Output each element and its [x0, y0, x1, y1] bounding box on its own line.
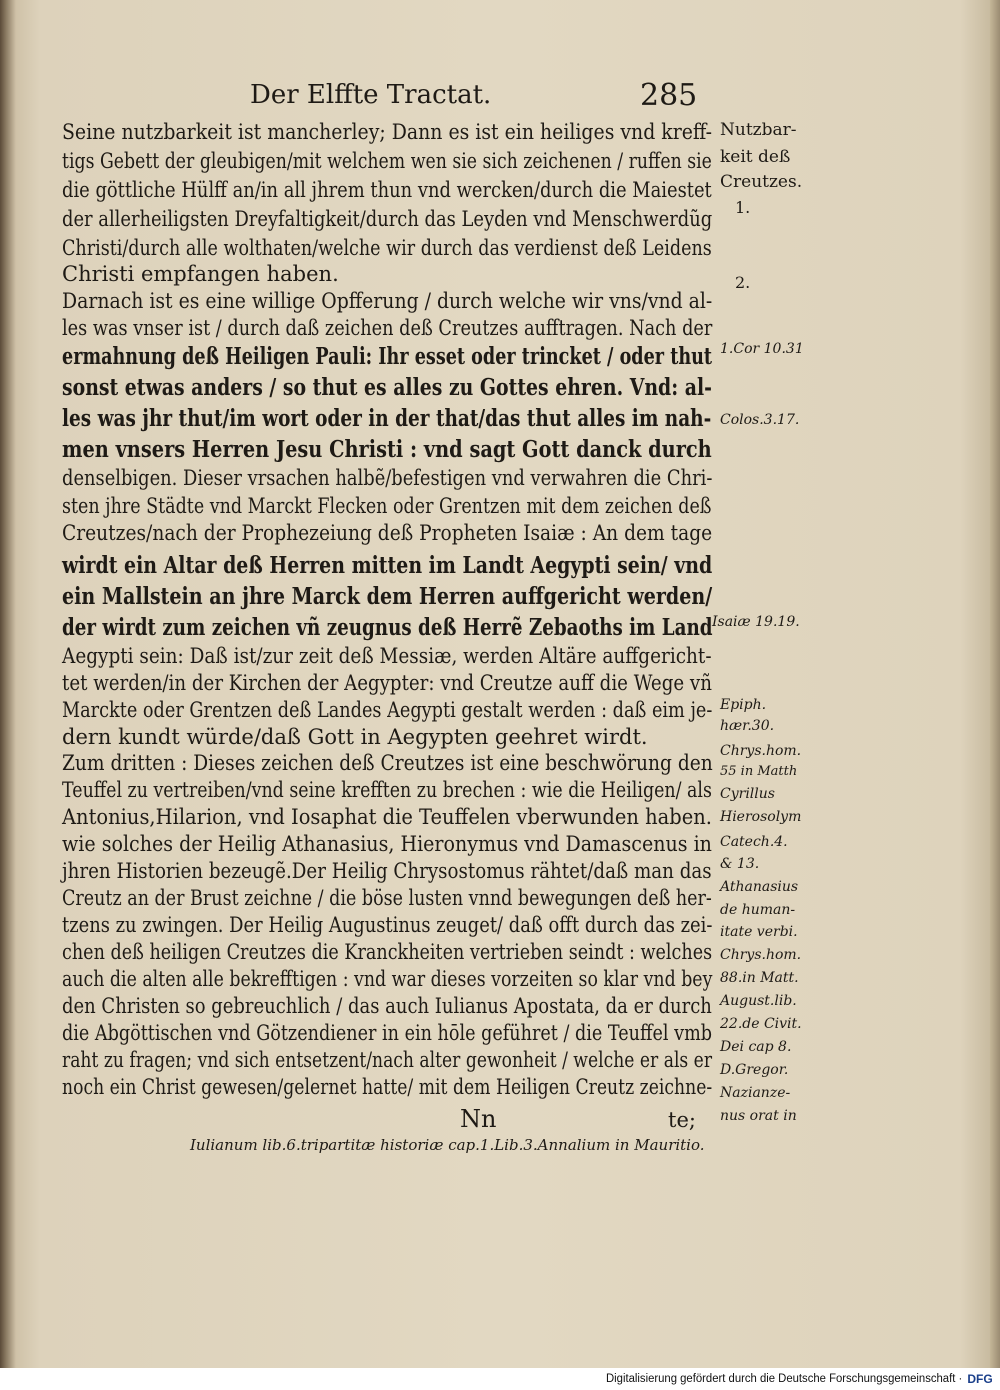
margin-note: D.Gregor. — [720, 1062, 789, 1078]
margin-note: 1. — [735, 198, 751, 217]
margin-note: Dei cap 8. — [720, 1039, 792, 1055]
text-line: noch ein Christ gewesen/gelernet hatte/ mit dem Heiligen Creutz zeichne- — [62, 1075, 713, 1099]
catchword: te; — [668, 1108, 696, 1132]
margin-note: 55 in Matth — [720, 764, 798, 779]
margin-note: Isaiæ 19.19. — [712, 614, 800, 630]
margin-note: & 13. — [720, 856, 760, 872]
text-line: tet werden/in der Kirchen der Aegypter: vnd Creutze auff die Wege vñ — [62, 671, 712, 695]
text-line: tigs Gebett der gleubigen/mit welchem wen sie sich zeichenen / ruffen sie — [62, 149, 712, 173]
text-line: sten jhre Städte vnd Marckt Flecken oder Grentzen mit dem zeichen deß — [62, 494, 712, 518]
footnote: Iulianum lib.6.tripartitæ historiæ cap.1.Lib.3.Annalium in Mauritio. — [190, 1136, 705, 1154]
margin-note: 2. — [735, 273, 751, 292]
text-line: Christi empfangen haben. — [62, 262, 339, 286]
margin-note: de human- — [720, 902, 796, 918]
text-line: die göttliche Hülff an/in all jhrem thun vnd wercken/durch die Maiestet — [62, 178, 712, 202]
text-line: auch die alten alle bekrefftigen : vnd war dieses vorzeiten so klar vnd bey — [62, 967, 713, 991]
margin-note: nus orat in — [720, 1108, 797, 1124]
margin-note: Epiph. — [720, 697, 767, 713]
margin-note: Colos.3.17. — [720, 412, 800, 428]
text-line: denselbigen. Dieser vrsachen halbẽ/befestigen vnd verwahren die Chri- — [62, 466, 713, 490]
margin-note: Hierosolym — [720, 809, 802, 825]
text-line: ein Mallstein an jhre Marck dem Herren auffgericht werden/ — [62, 583, 713, 610]
margin-note: itate verbi. — [720, 924, 798, 940]
margin-note: Chrys.hom. — [720, 743, 802, 759]
margin-note: Creutzes. — [720, 172, 803, 192]
margin-note: 88.in Matt. — [720, 970, 799, 986]
margin-note: 22.de Civit. — [720, 1016, 802, 1032]
digitization-credit: Digitalisierung gefördert durch die Deutsche Forschungsgemeinschaft · — [606, 1373, 963, 1385]
text-line: Aegypti sein: Daß ist/zur zeit deß Messiæ, werden Altäre auffgericht- — [62, 644, 712, 668]
margin-note: Nutzbar- — [720, 120, 797, 140]
margin-note: Athanasius — [720, 879, 799, 895]
dfg-logo-icon — [966, 1371, 994, 1386]
text-line: Zum dritten : Dieses zeichen deß Creutzes ist eine beschwörung den — [62, 751, 713, 775]
text-line: les was jhr thut/im wort oder in der that/das thut alles im nah- — [62, 405, 712, 432]
text-line: der wirdt zum zeichen vñ zeugnus deß Herrẽ Zebaoths im Land — [62, 614, 713, 641]
text-line: Seine nutzbarkeit ist mancherley; Dann es ist ein heiliges vnd kreff- — [62, 120, 713, 144]
text-line: die Abgöttischen vnd Götzendiener in ein hōle geführet / die Teuffel vmb — [62, 1021, 713, 1045]
text-line: Creutz an der Brust zeichne / die böse lusten vnnd bewegungen deß her- — [62, 886, 712, 910]
svg-text:DFG: DFG — [967, 1372, 993, 1386]
text-line: Marckte oder Grentzen deß Landes Aegypti gestalt werden : daß eim je- — [62, 698, 713, 722]
text-line: dern kundt würde/daß Gott in Aegypten geehret wirdt. — [62, 725, 648, 749]
text-line: Creutzes/nach der Prophezeiung deß Propheten Isaiæ : An dem tage — [62, 521, 713, 545]
text-line: Teuffel zu vertreiben/vnd seine krefften zu brechen : wie die Heiligen/ als — [62, 778, 712, 802]
margin-note: Cyrillus — [720, 786, 775, 802]
running-header: Der Elffte Tractat. — [250, 80, 492, 110]
margin-note: hær.30. — [720, 718, 775, 734]
text-line: chen deß heiligen Creutzes die Kranckheiten vertrieben seindt : welches — [62, 940, 713, 964]
text-line: tzens zu zwingen. Der Heilig Augustinus zeuget/ daß offt durch das zei- — [62, 913, 713, 937]
text-line: Antonius,Hilarion, vnd Iosaphat die Teuffelen vberwunden haben. — [62, 805, 712, 829]
page-number: 285 — [640, 78, 698, 113]
text-line: raht zu fragen; vnd sich entsetzent/nach alter gewonheit / welche er als er — [62, 1048, 713, 1072]
margin-note: keit deß — [720, 147, 791, 167]
margin-note: Nazianze- — [720, 1085, 791, 1101]
text-line: wie solches der Heilig Athanasius, Hieronymus vnd Damascenus in — [62, 832, 712, 856]
margin-note: Chrys.hom. — [720, 947, 802, 963]
margin-note: August.lib. — [720, 993, 797, 1009]
text-line: Darnach ist es eine willige Opfferung / durch welche wir vns/vnd al- — [62, 289, 713, 313]
text-line: der allerheiligsten Dreyfaltigkeit/durch das Leyden vnd Menschwerdũg — [62, 207, 713, 231]
signature-mark: Nn — [460, 1105, 497, 1133]
text-line: ermahnung deß Heiligen Pauli: Ihr esset oder trincket / oder thut — [62, 343, 713, 370]
text-line: wirdt ein Altar deß Herren mitten im Landt Aegypti sein/ vnd — [62, 552, 713, 579]
text-line: den Christen so gebreuchlich / das auch Iulianus Apostata, da er durch — [62, 994, 712, 1018]
text-line: men vnsers Herren Jesu Christi : vnd sagt Gott danck durch — [62, 436, 712, 463]
text-line: Christi/durch alle wolthaten/welche wir durch das verdienst deß Leidens — [62, 236, 712, 260]
text-line: les was vnser ist / durch daß zeichen deß Creutzes aufftragen. Nach der — [62, 316, 713, 340]
text-line: jhren Historien bezeugẽ.Der Heilig Chrysostomus rähtet/daß man das — [62, 859, 712, 883]
text-line: sonst etwas anders / so thut es alles zu Gottes ehren. Vnd: al- — [62, 374, 712, 401]
margin-note: 1.Cor 10.31 — [720, 341, 804, 357]
margin-note: Catech.4. — [720, 834, 788, 850]
